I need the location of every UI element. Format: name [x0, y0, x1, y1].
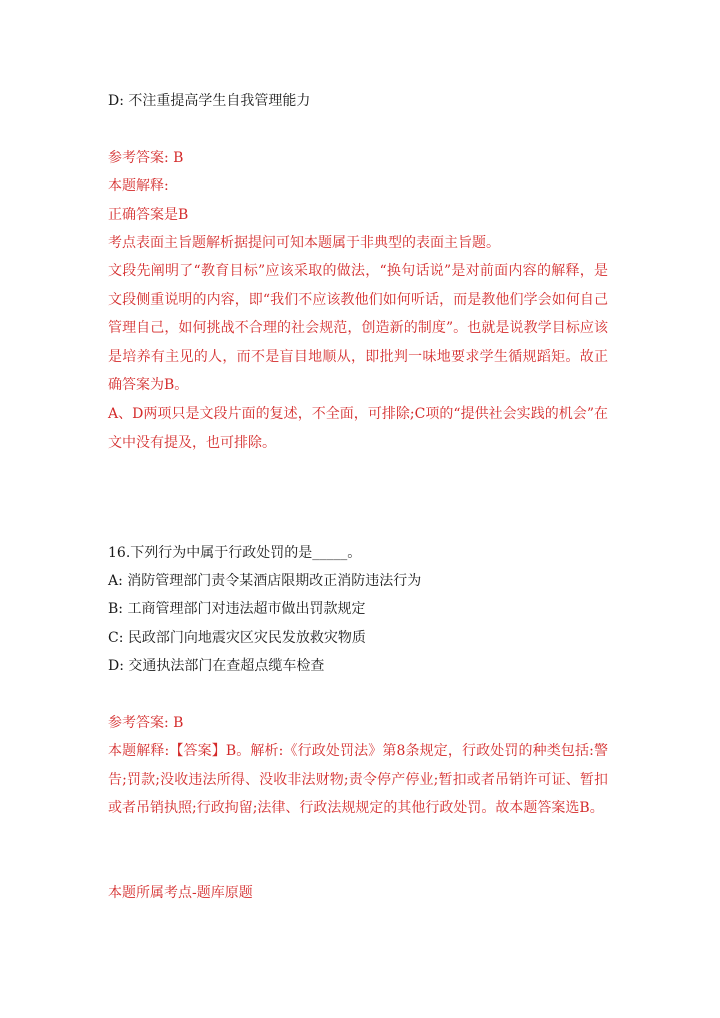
q16-stem: 16.下列行为中属于行政处罚的是_____。	[108, 545, 362, 561]
q15-analysis-paragraph: 文段先阐明了“教育目标”应该采取的做法，“换句话说”是对前面内容的解释，是文段侧重说明的内容，即“我们不应该教他们如何听话，而是教他们学会如何自己管理自己，如何挑战不合理的社会规范，创造新的制度”。也就是说教学目标应该是培养有主见的人，而不是盲目地顺从，即批判一味地要求学生循规蹈矩。故正确答案为B。	[108, 263, 608, 394]
q15-explain-label: 本题解释:	[108, 178, 169, 194]
q16-source: 本题所属考点-题库原题	[108, 885, 253, 901]
q16-option-a: A: 消防管理部门责令某酒店限期改正消防违法行为	[108, 573, 422, 589]
q16-explanation: 本题解释:【答案】B。解析:《行政处罚法》第8条规定，行政处罚的种类包括:警告;罚款;没收违法所得、没收非法财物;责令停产停业;暂扣或者吊销许可证、暂扣或者吊销执照;行政拘留;法律、行政法规规定的其他行政处罚。故本题答案选B。	[108, 743, 608, 817]
q16-option-d: D: 交通执法部门在查超点缆车检查	[108, 658, 325, 674]
q15-option-d: D: 不注重提高学生自我管理能力	[108, 93, 311, 109]
q15-exclusion-paragraph: A、D两项只是文段片面的复述，不全面，可排除;C项的“提供社会实践的机会”在文中没有提及，也可排除。	[108, 406, 608, 451]
q15-correct-answer: 正确答案是B	[108, 207, 189, 223]
q15-answer: 参考答案: B	[108, 150, 184, 166]
q16-option-c: C: 民政部门向地震灾区灾民发放救灾物质	[108, 630, 366, 646]
q15-point: 考点表面主旨题解析据提问可知本题属于非典型的表面主旨题。	[108, 235, 500, 251]
q16-answer: 参考答案: B	[108, 715, 184, 731]
q16-option-b: B: 工商管理部门对违法超市做出罚款规定	[108, 601, 366, 617]
